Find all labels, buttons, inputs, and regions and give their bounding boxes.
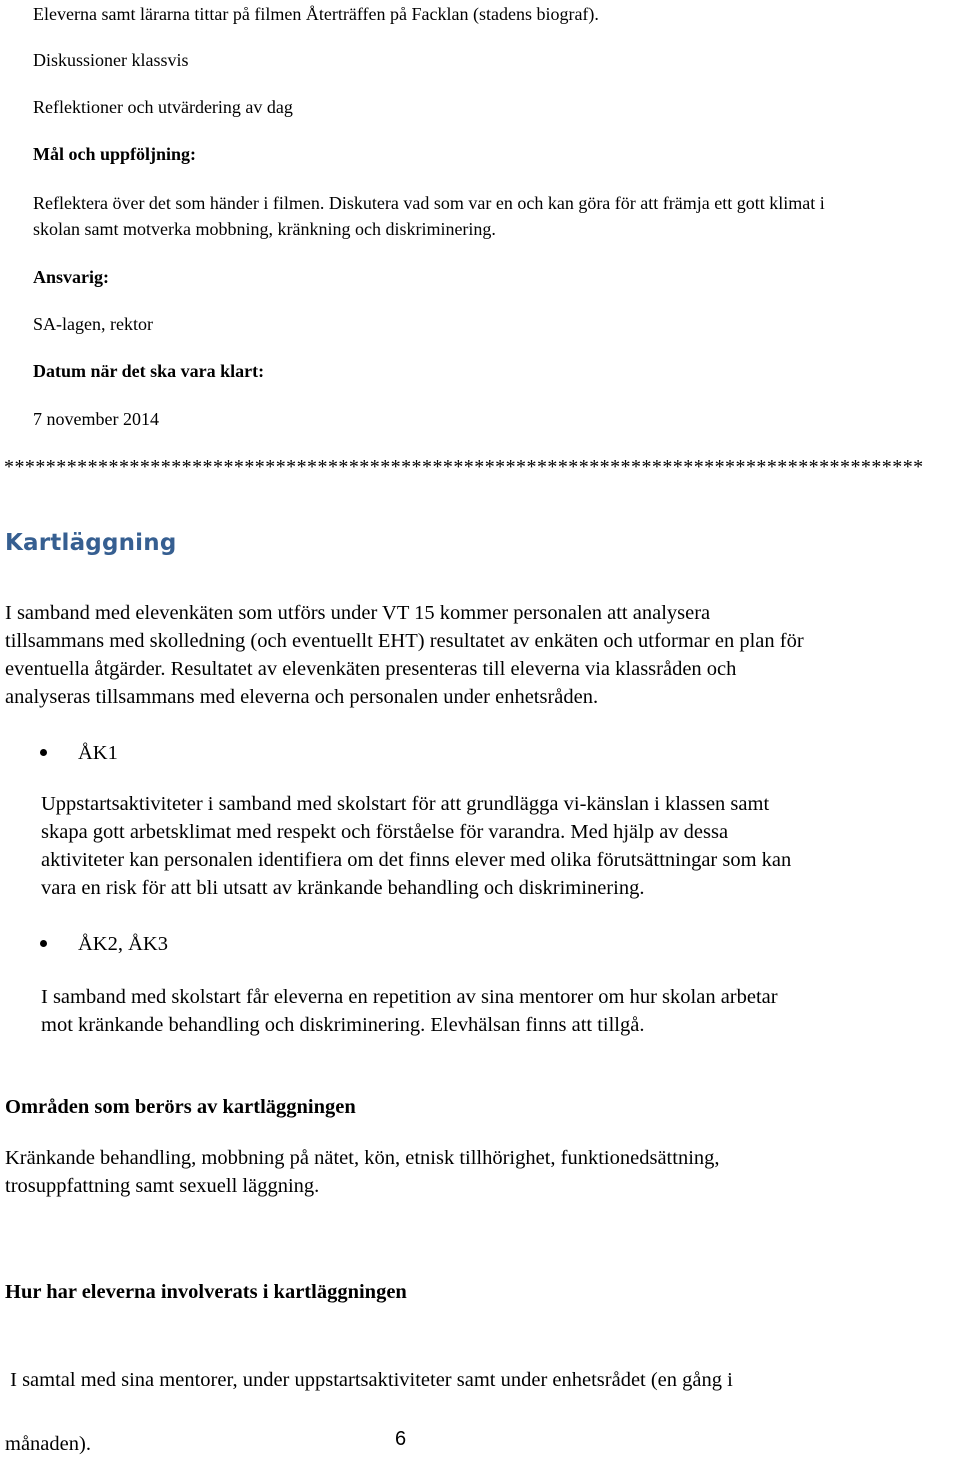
- date-value: 7 november 2014: [33, 409, 159, 429]
- responsible-value: SA-lagen, rektor: [33, 314, 153, 334]
- film-line: Eleverna samt lärarna tittar på filmen Återträffen på Facklan (stadens biograf).: [33, 4, 599, 24]
- goals-heading: Mål och uppföljning:: [33, 144, 197, 164]
- involvement-line: månaden).: [5, 1433, 91, 1455]
- goals-line-2: skolan samt motverka mobbning, kränkning och diskriminering.: [33, 219, 496, 239]
- ak23-paragraph: [41, 983, 778, 1039]
- involvement-heading: Hur har eleverna involverats i kartläggningen: [5, 1281, 407, 1303]
- mapping-intro-line: eventuella åtgärder. Resultatet av elevenkäten presenteras till eleverna via klassråden och: [5, 658, 737, 680]
- discussion-line: Diskussioner klassvis: [33, 50, 189, 70]
- areas-paragraph: [5, 1144, 720, 1200]
- bullet-icon: [40, 940, 47, 947]
- involvement-line: I samtal med sina mentorer, under uppstartsaktiviteter samt under enhetsrådet (en gång i: [5, 1369, 733, 1391]
- date-heading: Datum när det ska vara klart:: [33, 361, 265, 381]
- ak1-line: aktiviteter kan personalen identifiera om det finns elever med olika förutsättningar som kan: [41, 849, 792, 871]
- mapping-heading: Kartläggning: [5, 530, 177, 556]
- ak1-label: ÅK1: [78, 742, 118, 764]
- areas-line: trosuppfattning samt sexuell läggning.: [5, 1175, 320, 1197]
- reflection-line: Reflektioner och utvärdering av dag: [33, 97, 293, 117]
- ak1-line: skapa gott arbetsklimat med respekt och förståelse för varandra. Med hjälp av dessa: [41, 821, 729, 843]
- mapping-intro-line: tillsammans med skolledning (och eventuellt EHT) resultatet av enkäten och utformar en plan för: [5, 630, 804, 652]
- ak1-line: Uppstartsaktiviteter i samband med skolstart för att grundlägga vi-känslan i klassen samt: [41, 793, 770, 815]
- ak1-line: vara en risk för att bli utsatt av kränkande behandling och diskriminering.: [41, 877, 645, 899]
- responsible-heading: Ansvarig:: [33, 267, 109, 287]
- areas-line: Kränkande behandling, mobbning på nätet, kön, etnisk tillhörighet, funktionedsättning,: [5, 1147, 720, 1169]
- page-number: 6: [395, 1428, 407, 1450]
- mapping-intro: [5, 599, 804, 711]
- involvement-paragraph: [5, 1330, 733, 1476]
- areas-heading: Områden som berörs av kartläggningen: [5, 1096, 356, 1118]
- ak23-label: ÅK2, ÅK3: [78, 933, 168, 955]
- bullet-icon: [40, 749, 47, 756]
- separator: ****************************************************************************************: [4, 456, 924, 478]
- ak23-line: mot kränkande behandling och diskriminering. Elevhälsan finns att tillgå.: [41, 1014, 645, 1036]
- goals-line-1: Reflektera över det som händer i filmen. Diskutera vad som var en och kan göra för att främja ett gott klimat i: [33, 193, 825, 213]
- ak23-line: I samband med skolstart får eleverna en repetition av sina mentorer om hur skolan arbetar: [41, 986, 778, 1008]
- mapping-intro-line: analyseras tillsammans med eleverna och personalen under enhetsråden.: [5, 686, 599, 708]
- mapping-intro-line: I samband med elevenkäten som utförs under VT 15 kommer personalen att analysera: [5, 602, 711, 624]
- ak1-paragraph: [41, 790, 791, 902]
